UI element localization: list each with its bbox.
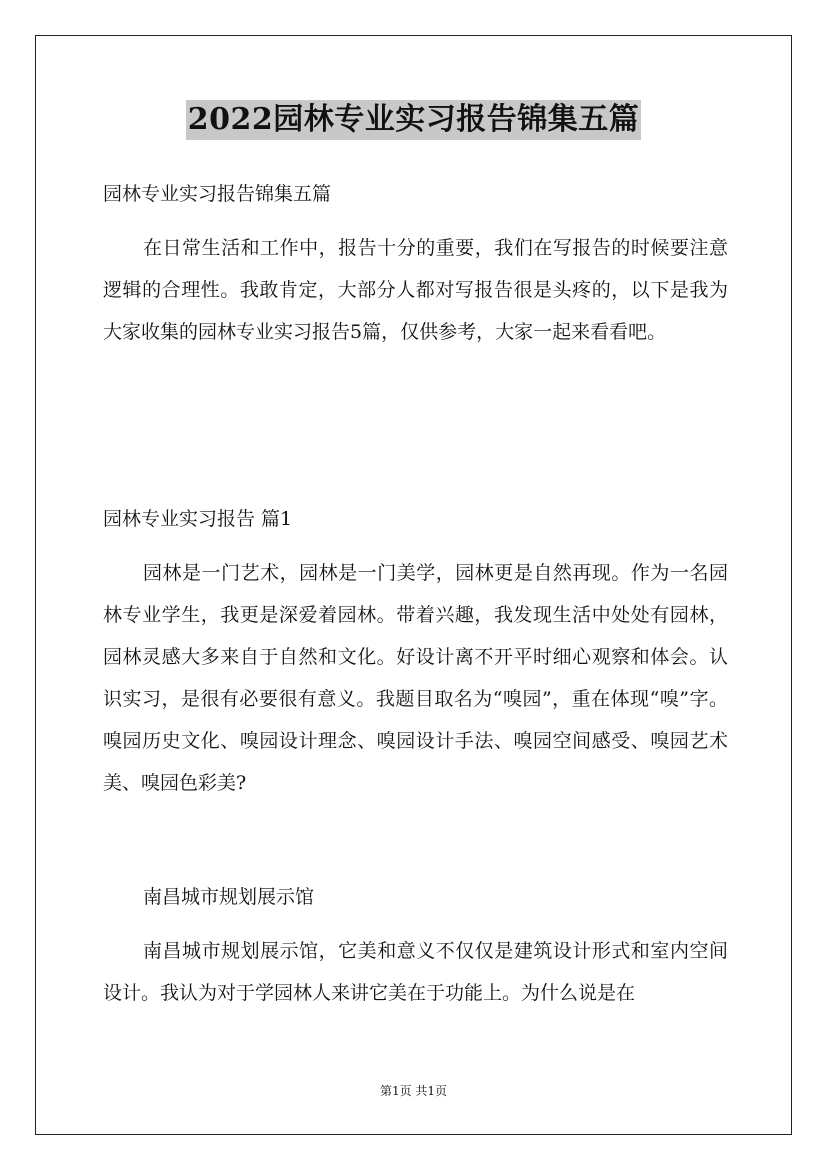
section-heading: 园林专业实习报告 篇1 <box>103 508 293 530</box>
section-paragraph-1: 园林是一门艺术，园林是一门美学，园林更是自然再现。作为一名园林专业学生，我更是深爱着园林。带着兴趣，我发现生活中处处有园林，园林灵感大多来自于自然和文化。好设计离不开平时细心观察和体会。认识实习，是很有必要很有意义。我题目取名为“嗅园”，重在体现“嗅”字。嗅园历史文化、嗅园设计理念、嗅园设计手法、嗅园空间感受、嗅园艺术美、嗅园色彩美? <box>103 562 728 794</box>
document-subtitle: 园林专业实习报告锦集五篇 <box>103 183 332 205</box>
intro-paragraph: 在日常生活和工作中，报告十分的重要，我们在写报告的时候要注意逻辑的合理性。我敢肯定，大部分人都对写报告很是头疼的，以下是我为大家收集的园林专业实习报告5篇，仅供参考，大家一起来看看吧。 <box>103 237 728 343</box>
section-subheading: 南昌城市规划展示馆 <box>143 886 315 908</box>
document-title: 2022园林专业实习报告锦集五篇 <box>186 100 642 140</box>
section-paragraph-2: 南昌城市规划展示馆，它美和意义不仅仅是建筑设计形式和室内空间设计。我认为对于学园林人来讲它美在于功能上。为什么说是在 <box>103 940 728 1004</box>
title-container <box>0 100 827 140</box>
page-footer: 第1页 共1页 <box>379 1084 448 1098</box>
